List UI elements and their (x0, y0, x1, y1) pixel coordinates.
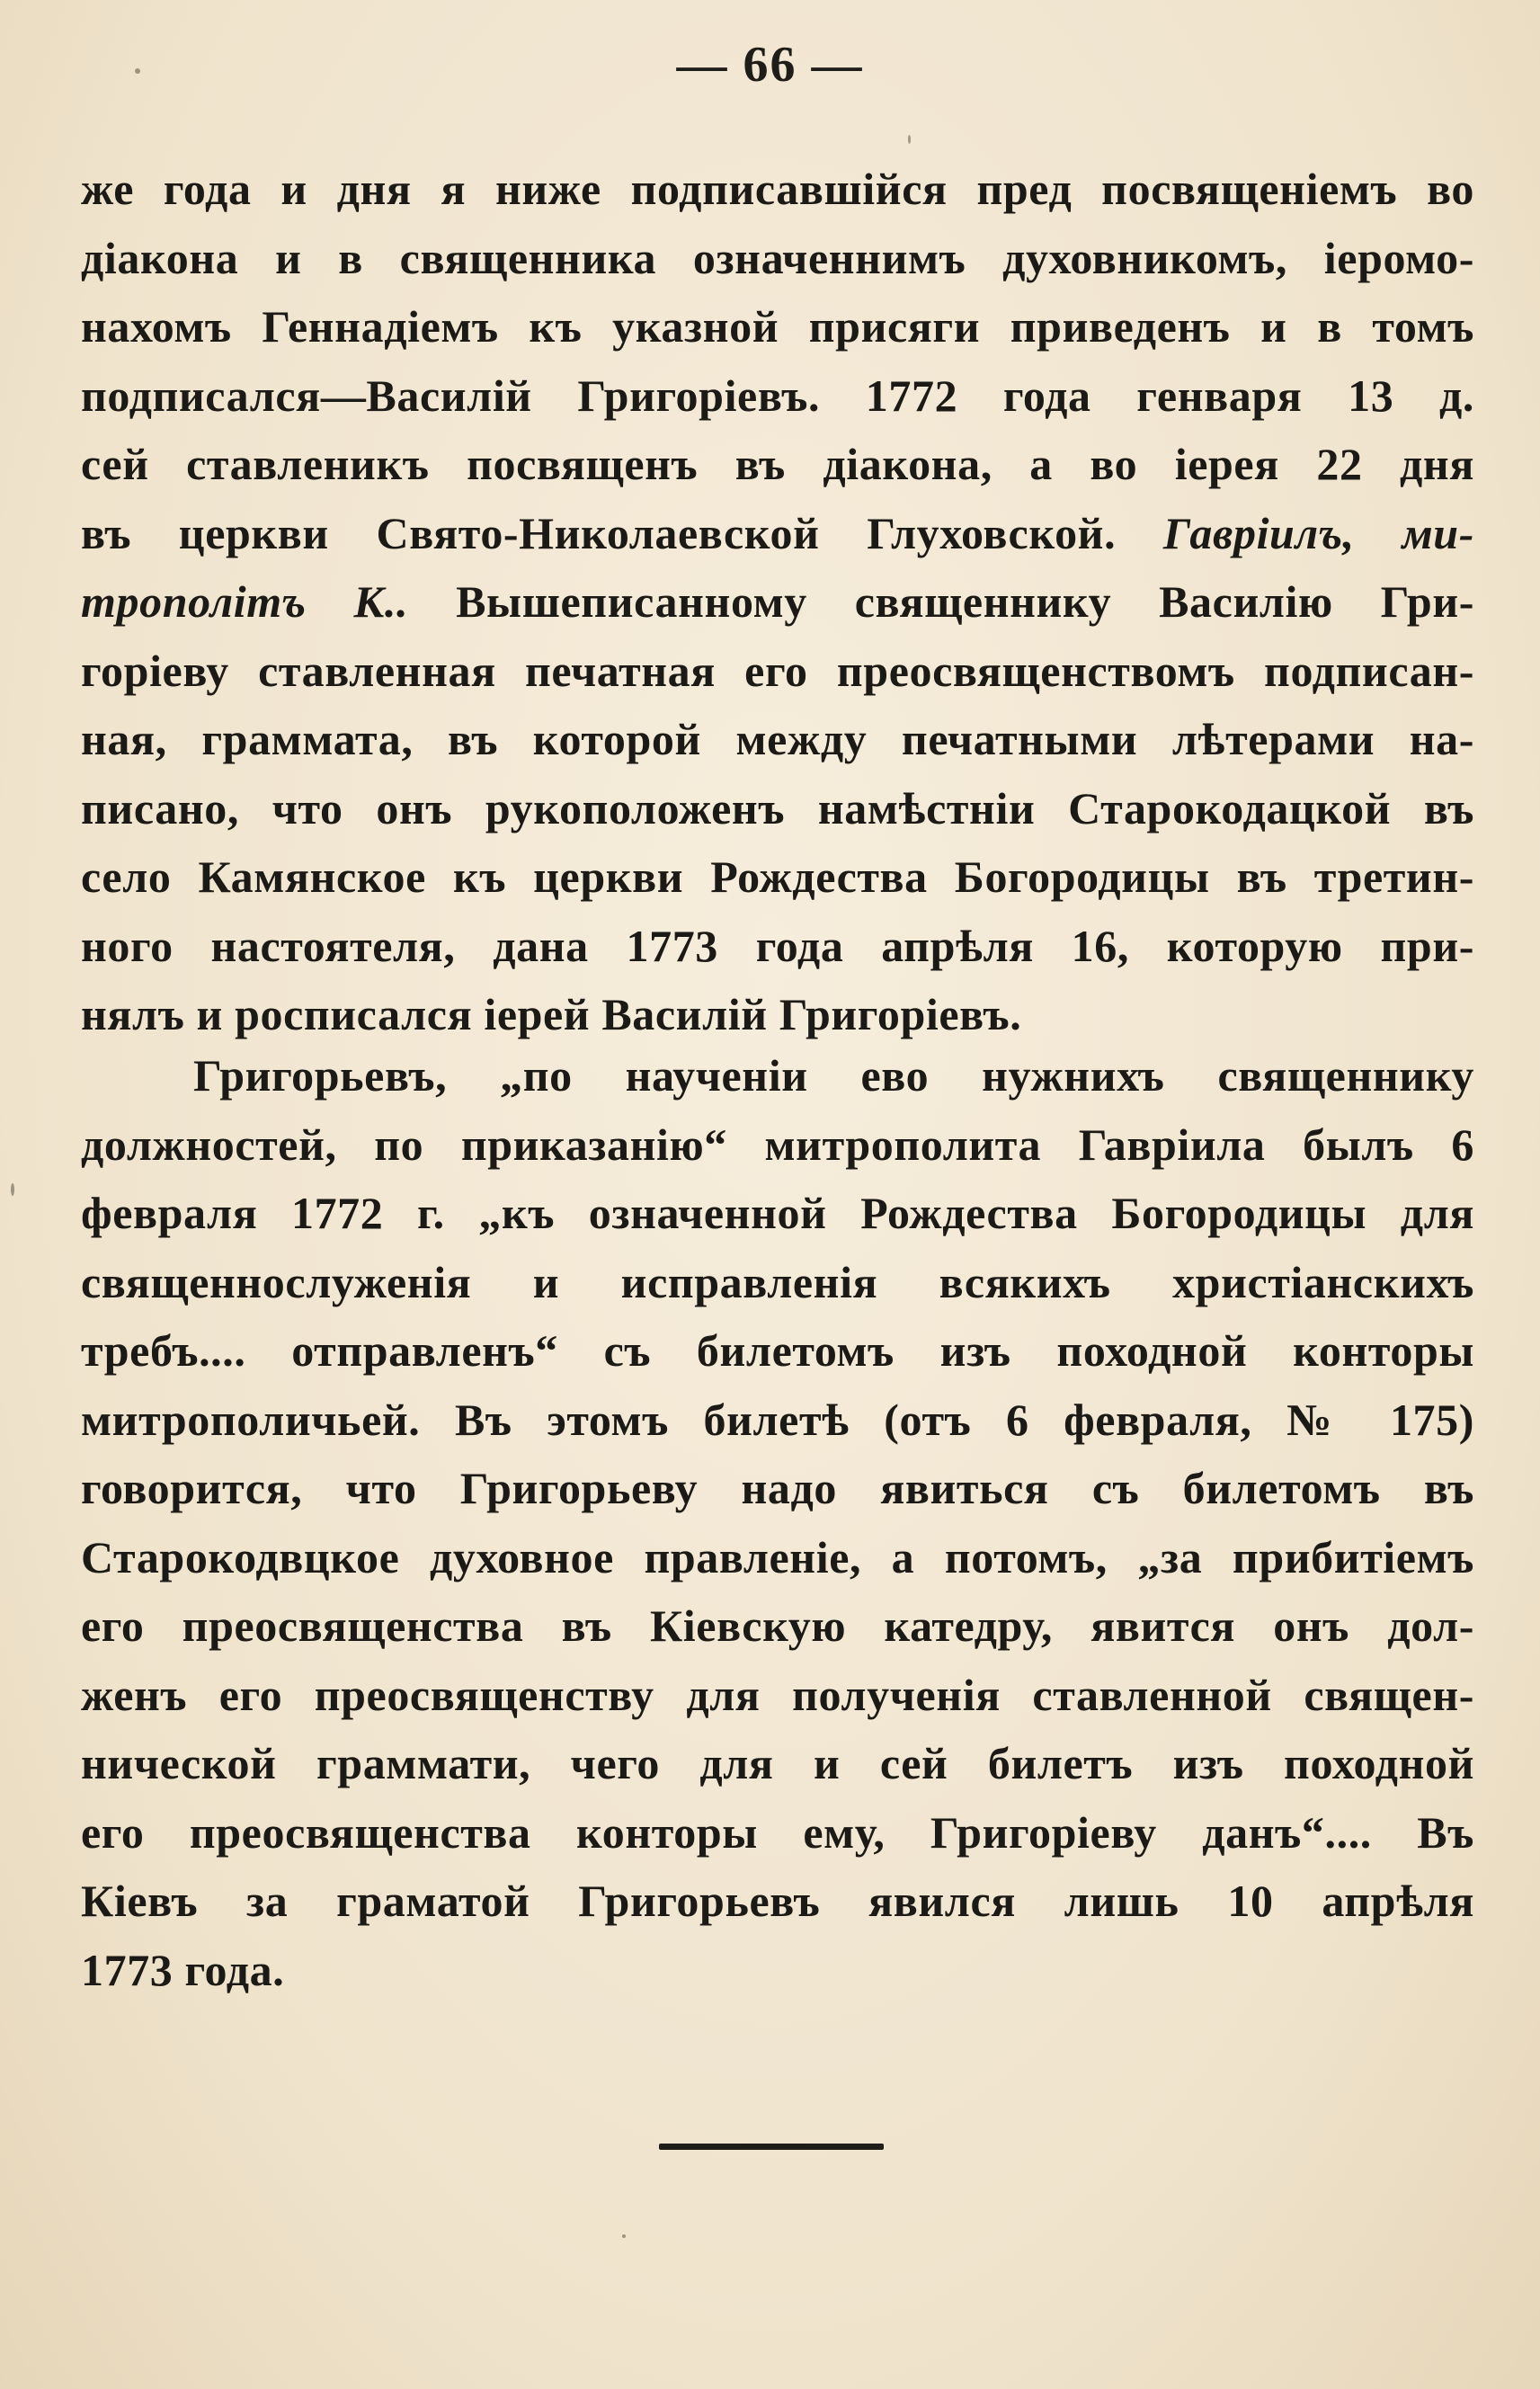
text-line: говорится, что Григорьеву надо явиться съ билетомъ въ (81, 1463, 1474, 1513)
text-line: ная, граммата, въ которой между печатными лѣтерами на- (81, 714, 1474, 764)
paper-speck (11, 1183, 14, 1196)
text-line-with-italic (81, 499, 1474, 568)
text-line: сей ставленикъ посвященъ въ діакона, а во іерея 22 дня (81, 439, 1474, 489)
paper-speck (622, 2234, 626, 2238)
text-line: его преосвященства конторы ему, Григоріеву данъ“.... Въ (81, 1806, 1474, 1858)
page-number: — 66 — (676, 37, 864, 93)
text-line: Григорьевъ, „по наученіи ево нужнихъ священнику (193, 1050, 1474, 1101)
text-line: должностей, по приказанію“ митрополита Гавріила былъ 6 (81, 1119, 1474, 1170)
text-line: же года и дня я ниже подписавшійся пред посвященіемъ во (81, 164, 1474, 214)
text-line: 1773 года. (81, 1944, 285, 1995)
text-line: нялъ и росписался іерей Василій Григоріевъ. (81, 989, 1022, 1039)
text-line: ного настоятеля, дана 1773 года апрѣля 16, которую при- (81, 920, 1474, 971)
text-line: подписался—Василій Григоріевъ. 1772 года генваря 13 д. (81, 370, 1474, 421)
italic-signature: Гавріилъ, ми- (1162, 507, 1474, 558)
text-line: февраля 1772 г. „къ означенной Рождества Богородицы для (81, 1188, 1474, 1238)
text-line: нахомъ Геннадіемъ къ указной присяги приведенъ и в томъ (81, 301, 1474, 352)
text-line: діакона и в священника означеннимъ духовникомъ, іеромо- (81, 232, 1474, 283)
text-line: священнослуженія и исправленія всякихъ христіанскихъ (81, 1256, 1474, 1307)
text-line: писано, что онъ рукоположенъ намѣстніи Старокодацкой въ (81, 782, 1474, 833)
text-line: горіеву ставленная печатная его преосвященствомъ подписан- (81, 645, 1474, 696)
text-line: требъ.... отправленъ“ съ билетомъ изъ походной конторы (81, 1325, 1474, 1376)
paper-speck (135, 68, 140, 74)
text-line: Старокодвцкое духовное правленіе, а потомъ, „за прибитіемъ (81, 1531, 1474, 1582)
paper-speck (908, 135, 911, 144)
text-line: его преосвященства въ Кіевскую катедру, явится онъ дол- (81, 1600, 1474, 1651)
paragraph-2 (81, 1041, 1474, 2004)
text-line: митрополичьей. Въ этомъ билетѣ (отъ 6 февраля, № 175) (81, 1394, 1474, 1445)
text-segment: Вышеписанному священнику Василію Гри- (456, 576, 1474, 627)
text-line: женъ его преосвященству для полученія ставленной священ- (81, 1669, 1474, 1720)
text-segment: въ церкви Свято-Николаевской Глуховской. (81, 507, 1117, 558)
text-line: село Камянское къ церкви Рождества Богородицы въ третин- (81, 851, 1474, 902)
italic-signature: трополітъ К.. (81, 576, 409, 627)
text-line: Кіевъ за граматой Григорьевъ явился лишь 10 апрѣля (81, 1876, 1474, 1926)
text-line: нической граммати, чего для и сей билетъ изъ походной (81, 1738, 1474, 1788)
text-line-with-italic (81, 567, 1474, 637)
paragraph-1 (81, 155, 1474, 1049)
section-divider (659, 2144, 884, 2150)
